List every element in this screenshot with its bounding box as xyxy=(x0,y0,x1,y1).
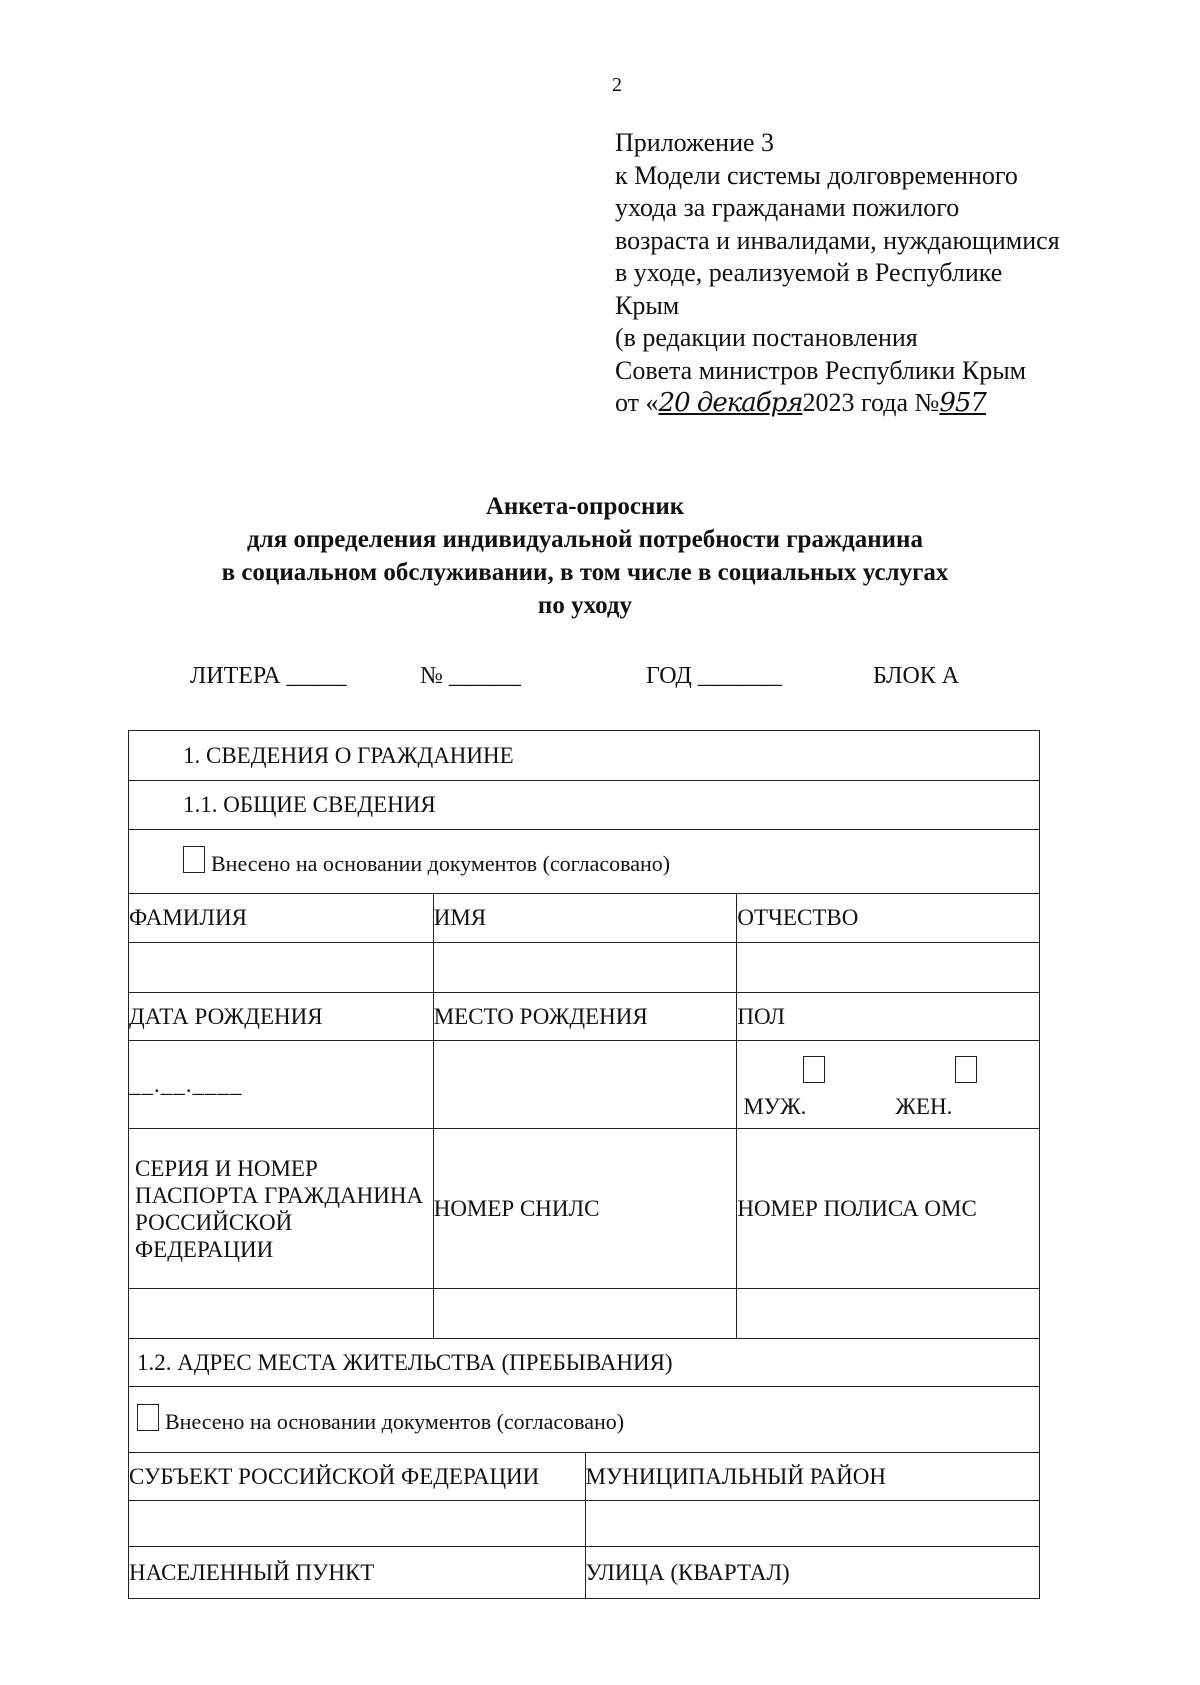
oms-field[interactable] xyxy=(737,1289,1040,1339)
address-docs-label: Внесено на основании документов (согласовано) xyxy=(165,1409,625,1434)
section-1-header: 1. СВЕДЕНИЯ О ГРАЖДАНИНЕ xyxy=(129,731,1040,781)
passport-label: СЕРИЯ И НОМЕР ПАСПОРТА ГРАЖДАНИНА РОССИЙСКОЙ ФЕДЕРАЦИИ xyxy=(129,1129,434,1289)
locality-label: НАСЕЛЕННЫЙ ПУНКТ xyxy=(129,1547,586,1599)
surname-field[interactable] xyxy=(129,943,434,993)
title-line-1: Анкета-опросник xyxy=(485,493,685,520)
birth-place-field[interactable] xyxy=(433,1041,737,1129)
citizen-form-table xyxy=(128,730,1040,1599)
name-label: ИМЯ xyxy=(433,894,737,943)
section-1-2-header: 1.2. АДРЕС МЕСТА ЖИТЕЛЬСТВА (ПРЕБЫВАНИЯ) xyxy=(129,1339,1040,1387)
snils-label: НОМЕР СНИЛС xyxy=(433,1129,737,1289)
surname-label: ФАМИЛИЯ xyxy=(129,894,434,943)
appendix-date-line xyxy=(615,387,1175,420)
block-label: БЛОК А xyxy=(873,663,960,689)
title-line-3: в социальном обслуживании, в том числе в социальных услугах xyxy=(221,559,949,586)
appendix-header xyxy=(615,127,1175,420)
male-checkbox[interactable] xyxy=(803,1056,825,1083)
passport-field[interactable] xyxy=(129,1289,434,1339)
appendix-line: Приложение 3 xyxy=(615,128,775,157)
appendix-line: (в редакции постановления xyxy=(615,323,918,352)
appendix-line: Совета министров Республики Крым xyxy=(615,355,1027,385)
patronymic-label: ОТЧЕСТВО xyxy=(737,894,1040,943)
oms-label: НОМЕР ПОЛИСА ОМС xyxy=(737,1129,1040,1289)
docs-confirmed-checkbox[interactable] xyxy=(183,846,205,873)
snils-field[interactable] xyxy=(433,1289,737,1339)
document-title xyxy=(0,490,1170,622)
docs-confirmed-label: Внесено на основании документов (согласовано) xyxy=(211,851,671,876)
appendix-line: в уходе, реализуемой в Республике xyxy=(615,258,1003,287)
number-field: № ______ xyxy=(420,663,521,689)
name-field[interactable] xyxy=(433,943,737,993)
section-1-1-header: 1.1. ОБЩИЕ СВЕДЕНИЯ xyxy=(129,781,1040,830)
subject-label: СУБЪЕКТ РОССИЙСКОЙ ФЕДЕРАЦИИ xyxy=(129,1453,586,1501)
address-docs-checkbox[interactable] xyxy=(137,1404,159,1431)
female-label: ЖЕН. xyxy=(895,1093,953,1119)
appendix-line: Крым xyxy=(615,290,680,320)
birth-date-field[interactable]: __.__.____ xyxy=(129,1041,434,1129)
appendix-line: к Модели системы долговременного xyxy=(615,160,1018,190)
title-line-2: для определения индивидуальной потребности гражданина xyxy=(247,526,923,553)
birth-place-label: МЕСТО РОЖДЕНИЯ xyxy=(433,993,737,1041)
appendix-line: возраста и инвалидами, нуждающимися xyxy=(615,225,1060,255)
docs-confirmed-row[interactable] xyxy=(129,830,1040,894)
date-middle: 2023 года № xyxy=(802,388,940,417)
patronymic-field[interactable] xyxy=(737,943,1040,993)
male-label: МУЖ. xyxy=(743,1093,807,1119)
appendix-line: ухода за гражданами пожилого xyxy=(615,193,960,222)
litera-field: ЛИТЕРА _____ xyxy=(190,663,347,689)
address-docs-confirmed-row[interactable] xyxy=(129,1387,1040,1453)
sex-label: ПОЛ xyxy=(737,993,1040,1041)
sex-selector xyxy=(737,1041,1040,1129)
street-label: УЛИЦА (КВАРТАЛ) xyxy=(585,1547,1040,1599)
handwritten-date: 20 декабря xyxy=(658,388,803,418)
year-field: ГОД _______ xyxy=(646,663,782,689)
birth-date-label: ДАТА РОЖДЕНИЯ xyxy=(129,993,434,1041)
female-checkbox[interactable] xyxy=(955,1056,977,1083)
district-field[interactable] xyxy=(585,1501,1040,1547)
handwritten-number: 957 xyxy=(939,388,986,418)
district-label: МУНИЦИПАЛЬНЫЙ РАЙОН xyxy=(585,1453,1040,1501)
subject-field[interactable] xyxy=(129,1501,586,1547)
page-number: 2 xyxy=(612,74,622,96)
title-line-4: по уходу xyxy=(537,592,633,619)
date-prefix: от « xyxy=(615,388,659,417)
